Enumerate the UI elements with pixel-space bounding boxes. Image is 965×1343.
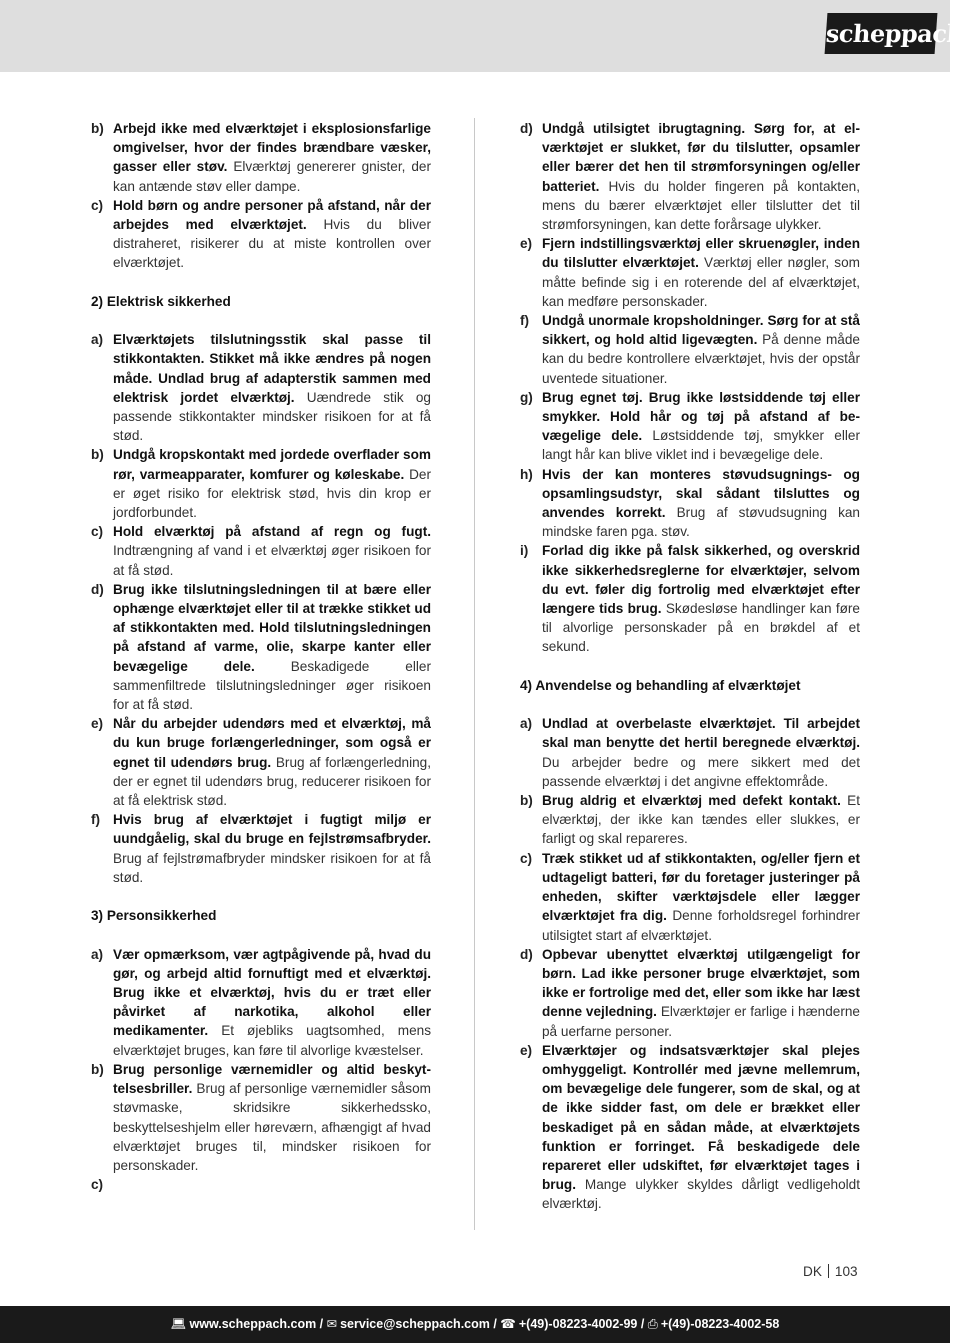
list-item <box>520 1041 860 1214</box>
list-item <box>91 810 431 887</box>
list-item-explanation: Indtrængning af vand i et elværktøj øger risikoen for at få stød. <box>113 543 431 578</box>
list-item <box>91 1060 431 1175</box>
list-item-explanation: Denne forholdsregel forhindrer utilsigtet start af elværktøjet. <box>542 908 861 943</box>
section-heading: 2) Elektrisk sikkerhed <box>91 293 231 309</box>
list-item <box>520 388 860 465</box>
list-item-marker: a) <box>520 716 533 732</box>
list-item-instruction: Opbevar ubenyttet elværktøj utilgængeligt for børn. Lad ikke personer bruge elværktøjet, som ikke er fortrolige med det, eller som ikke har læst denne vejledning. <box>542 946 860 1020</box>
page-header <box>0 0 965 72</box>
phone-icon: ☎︎ <box>500 1317 516 1331</box>
list-item-marker: e) <box>520 236 533 252</box>
list-item <box>520 849 860 945</box>
list-item-explanation: Mange ulykker skyldes dårligt vedligeholdt elværktøj. <box>542 1177 860 1212</box>
list-item-marker: g) <box>520 389 533 405</box>
list-item-explanation: Du arbejder bedre og mere sikkert med det passende elværktøj i det angivne effektområde. <box>542 754 860 789</box>
page-number-value: 103 <box>834 1264 858 1279</box>
list-item <box>91 445 431 522</box>
section-gap <box>91 887 431 906</box>
list-item-marker: b) <box>91 447 104 463</box>
list-item-marker: f) <box>520 313 530 329</box>
list-item-marker: d) <box>91 581 104 597</box>
page-footer <box>0 1306 950 1343</box>
list-item-explanation: Hvis du holder fingeren på kontakten, mens du bærer elværktøjet eller tilslutter det til strømforsyningen, kan dette forårsage ulykker. <box>542 178 860 233</box>
list-item-explanation: Løstsiddende tøj, smykker eller langt hår kan blive viklet ind i bevægelige dele. <box>542 428 860 463</box>
section-gap <box>91 273 431 292</box>
list-item-explanation: Brug af støvudsugning kan mindske faren pga. støv. <box>542 505 860 540</box>
page-number-separator <box>828 1264 829 1278</box>
list-item-explanation: Elværktøj genererer gnister, der kan antænde støv eller dampe. <box>113 159 431 194</box>
list-item-explanation: Beskadigede eller sammenfiltrede tilslutningsledninger øger risikoen for at få stød. <box>113 658 431 713</box>
list-item <box>520 714 860 791</box>
fax-icon: ⎙ <box>647 1317 658 1331</box>
list-item-instruction: Elværktøjer og indsatsværktøjer skal plejes omhyggeligt. Kontrollér med jævne mellemrum, om bevægelige dele fungerer, som de skal, og at de ikke sidder fast, om dele er brækket eller beskadiget på en sådan måde, at elværktøjets funktion er forringet. Få beskadigede dele repareret eller udskiftet, før elværktøjet tages i brug. <box>542 1042 860 1193</box>
footer-fax[interactable]: +(49)-08223-4002-58 <box>660 1317 780 1331</box>
list-item-explanation: Et øjebliks uagtsomhed, mens elværktøjet bruges, kan føre til alvorlige kvæstelser. <box>113 1023 431 1058</box>
list-item-instruction: Brug aldrig et elværktøj med defekt kontakt. <box>542 793 841 809</box>
list-item-instruction: Når du arbejder udendørs med et elværktøj, må du kun bruge forlængerledninger, som også er egnet til udendørs brug. <box>113 716 431 770</box>
list-item-instruction: Hold børn og andre personer på afstand, når der arbejdes med elværktøjet. <box>113 197 431 233</box>
list-item-instruction: Fjern indstillingsværktøj eller skruenøgler, inden du tilslutter elværktøjet. <box>542 236 860 271</box>
list-item-explanation: Brug af personlige værnemidler såsom støvmaske, skridsikre sikkerhedssko, beskyttelseshjelm eller høreværn, afhængigt af hvad elværktøjet bruges til, mindsker risikoen for personskader. <box>113 1081 431 1173</box>
list-item-instruction: Brug ikke tilslutningsledningen til at bære eller ophænge elværktøjet eller til at trække stikket ud af stikkontakten med. Hold tilslutningsledningen på afstand af varme, olie, skarpe kanter eller bevægelige dele. <box>113 581 431 674</box>
list-item-explanation: Brug af fejlstrømafbryder mindsker risikoen for at få stød. <box>113 850 431 885</box>
list-item-instruction: Elværktøjets tilslutningsstik skal passe til stikkontakten. Stikket må ikke ændres på nogen måde. Undlad brug af adapterstik sammen med elektrisk jordet elværktøj. <box>113 332 431 405</box>
section-gap <box>91 311 431 330</box>
right-column <box>520 119 860 1214</box>
list-item-instruction: Brug egnet tøj. Brug ikke løstsiddende tøj eller smykker. Hold hår og tøj på afstand af bevægelige dele. <box>542 389 860 444</box>
section-gap <box>520 695 860 714</box>
list-item-explanation: Elværktøjer er farlige i hænderne på uerfarne personer. <box>542 1004 860 1039</box>
footer-email[interactable]: service@scheppach.com <box>340 1317 490 1331</box>
list-item <box>520 234 860 311</box>
envelope-icon: ✉︎ <box>326 1317 338 1331</box>
brand-logo: scheppach <box>825 13 938 54</box>
list-item <box>520 945 860 1041</box>
list-item-instruction: Undgå utilsigtet ibrugtagning. Sørg for, at elværktøjet er slukket, før du tilslutter, opsamler eller bærer det hen til strømforsyningen og/eller batteriet. <box>542 121 860 194</box>
footer-phone[interactable]: +(49)-08223-4002-99 <box>518 1317 638 1331</box>
list-item-marker: c) <box>520 850 533 866</box>
footer-separator: / <box>316 1317 327 1331</box>
list-item <box>91 714 431 810</box>
section-heading: 4) Anvendelse og behandling af elværktøjet <box>520 677 801 693</box>
list-item-instruction: Hold elværktøj på afstand af regn og fugt. <box>113 524 431 540</box>
list-item-marker: b) <box>91 121 104 136</box>
list-item-instruction: Undgå unormale kropsholdninger. Sørg for at stå sikkert, og hold altid ligevægten. <box>542 313 860 348</box>
section-heading: 3) Personsikkerhed <box>91 908 217 924</box>
list-item <box>91 522 431 580</box>
list-item-marker: b) <box>520 793 533 809</box>
list-item-marker: c) <box>91 197 104 213</box>
list-item-explanation: Værktøj eller nøgler, som måtte befinde sig i en roterende del af elværktøjet, kan medføre personskader. <box>542 255 860 309</box>
list-item-instruction: Forlad dig ikke på falsk sikkerhed, og overskrid ikke sikkerhedsreglerne for elværktøjer, selvom du evt. føler dig fortrolig med elværktøjet efter længere tids brug. <box>542 543 860 617</box>
list-item-instruction: Vær opmærksom, vær agtpågivende på, hvad du gør, og arbejd altid fornuftigt med et elværktøj. Brug ikke et elværktøj, hvis du er træt eller påvirket af narkotika, alkohol eller medikamenter. <box>113 946 431 1039</box>
list-item <box>91 945 431 1060</box>
list-item-instruction: Undgå kropskontakt med jordede overflader som rør, varmeapparater, komfurer og køleskabe. <box>113 447 431 482</box>
list-item-instruction: Arbejd ikke med elværktøjet i eksplosionsfarlige omgivelser, hvor der findes brændbare væsker, gasser eller støv. <box>113 121 431 175</box>
list-item-instruction: Undlad at overbelaste elværktøjet. Til arbejdet skal man benytte det hertil beregnede elværktøj. <box>542 716 860 751</box>
list-item-explanation: Der er øget risiko for elektrisk stød, hvis din krop er jordforbundet. <box>113 466 432 521</box>
footer-website[interactable]: www.scheppach.com <box>189 1317 317 1331</box>
column-divider <box>474 118 475 1230</box>
footer-separator: / <box>489 1317 501 1331</box>
list-item-explanation: Brug af forlængerledning, der er egnet til udendørs brug, reducerer risikoen for at få elektrisk stød. <box>113 754 431 809</box>
section-gap <box>520 657 860 676</box>
list-item <box>91 119 431 196</box>
list-item-instruction: Brug personlige værnemidler og altid beskyttelsesbriller. <box>113 1061 431 1097</box>
list-item <box>520 311 860 388</box>
list-item <box>91 580 431 714</box>
list-item-marker: e) <box>91 716 104 732</box>
list-item-marker: c) <box>91 1177 104 1193</box>
list-item-instruction: Hvis der kan monteres støvudsugnings- og opsamlingsudstyr, skal sådant tilsluttes og anvendes korrekt. <box>542 466 860 521</box>
list-item-marker: d) <box>520 946 533 962</box>
list-item-instruction: Træk stikket ud af stikkontakten, og/eller fjern et udtageligt batteri, før du foretager justeringer på enheden, skifter værktøjsdele eller lægger elværktøjet fra dig. <box>542 850 860 924</box>
list-item-marker: f) <box>91 812 101 828</box>
list-item-instruction: Hvis brug af elværktøjet i fugtigt miljø er uundgåelig, skal du bruge en fejlstrømsafbryder. <box>113 812 431 847</box>
list-item <box>520 119 860 234</box>
list-item <box>91 196 431 273</box>
left-column <box>91 119 432 1193</box>
list-item-marker: i) <box>520 543 529 559</box>
list-item-explanation: Skødesløse handlinger kan føre til alvorlige personskader på en brøkdel af et sekund. <box>542 601 860 655</box>
list-item-explanation: På denne måde kan du bedre kontrollere elværktøjet, hvis der opstår uventede situationer. <box>542 332 860 386</box>
page-number <box>803 1264 858 1279</box>
section-gap <box>91 925 431 944</box>
page-language: DK <box>803 1264 822 1279</box>
computer-icon: 💻︎ <box>170 1317 187 1331</box>
list-item <box>520 465 860 542</box>
list-item <box>520 541 860 656</box>
list-item-marker: a) <box>91 946 104 962</box>
list-item-explanation: Hvis du bliver distraheret, risikerer du at miste kontrollen over elværktøjet. <box>113 217 431 271</box>
list-item <box>520 791 860 849</box>
list-item-marker: e) <box>520 1042 533 1058</box>
list-item-explanation: Uændrede stik og passende stikkontakter mindsker risikoen for at få stød. <box>113 389 431 444</box>
list-item-marker: c) <box>91 524 104 540</box>
list-item-marker: d) <box>520 121 533 136</box>
list-item-marker: h) <box>520 466 533 482</box>
list-item-explanation: Et elværktøj, der ikke kan tændes eller slukkes, er farligt og skal repareres. <box>542 793 860 847</box>
list-item-marker: a) <box>91 332 104 348</box>
footer-separator: / <box>637 1317 648 1331</box>
list-item <box>91 330 431 445</box>
list-item-marker: b) <box>91 1061 104 1077</box>
